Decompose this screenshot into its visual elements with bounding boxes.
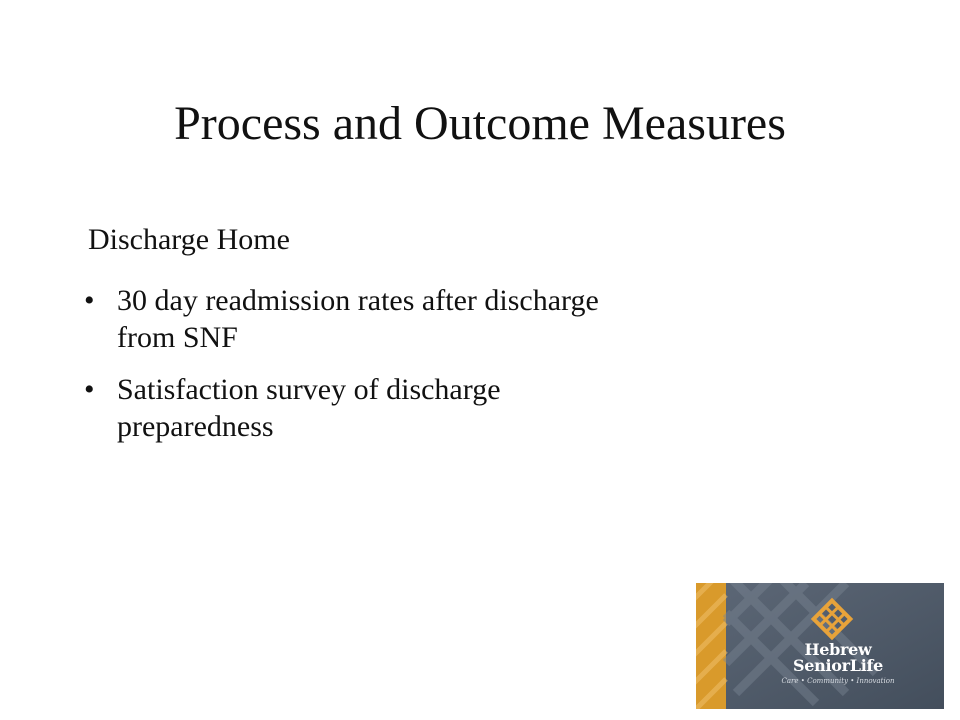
bullet-text-line: preparedness <box>117 410 274 443</box>
logo-wordmark-line2: SeniorLife <box>793 656 883 675</box>
section-subheading: Discharge Home <box>88 223 290 256</box>
logo-wordmark-line1: Hebrew <box>804 640 872 659</box>
bullet-text-line: 30 day readmission rates after discharge <box>117 284 599 317</box>
bullet-marker: • <box>84 373 95 406</box>
slide-title: Process and Outcome Measures <box>174 97 786 150</box>
bullet-list <box>84 282 824 460</box>
bullet-item-satisfaction <box>84 371 824 445</box>
bullet-item-readmission <box>84 282 824 356</box>
bullet-text-line: Satisfaction survey of discharge <box>117 373 501 406</box>
hebrew-seniorlife-logo <box>696 583 944 709</box>
bullet-text-line: from SNF <box>117 321 238 354</box>
logo-tagline: Care • Community • Innovation <box>781 677 895 685</box>
bullet-marker: • <box>84 284 95 317</box>
